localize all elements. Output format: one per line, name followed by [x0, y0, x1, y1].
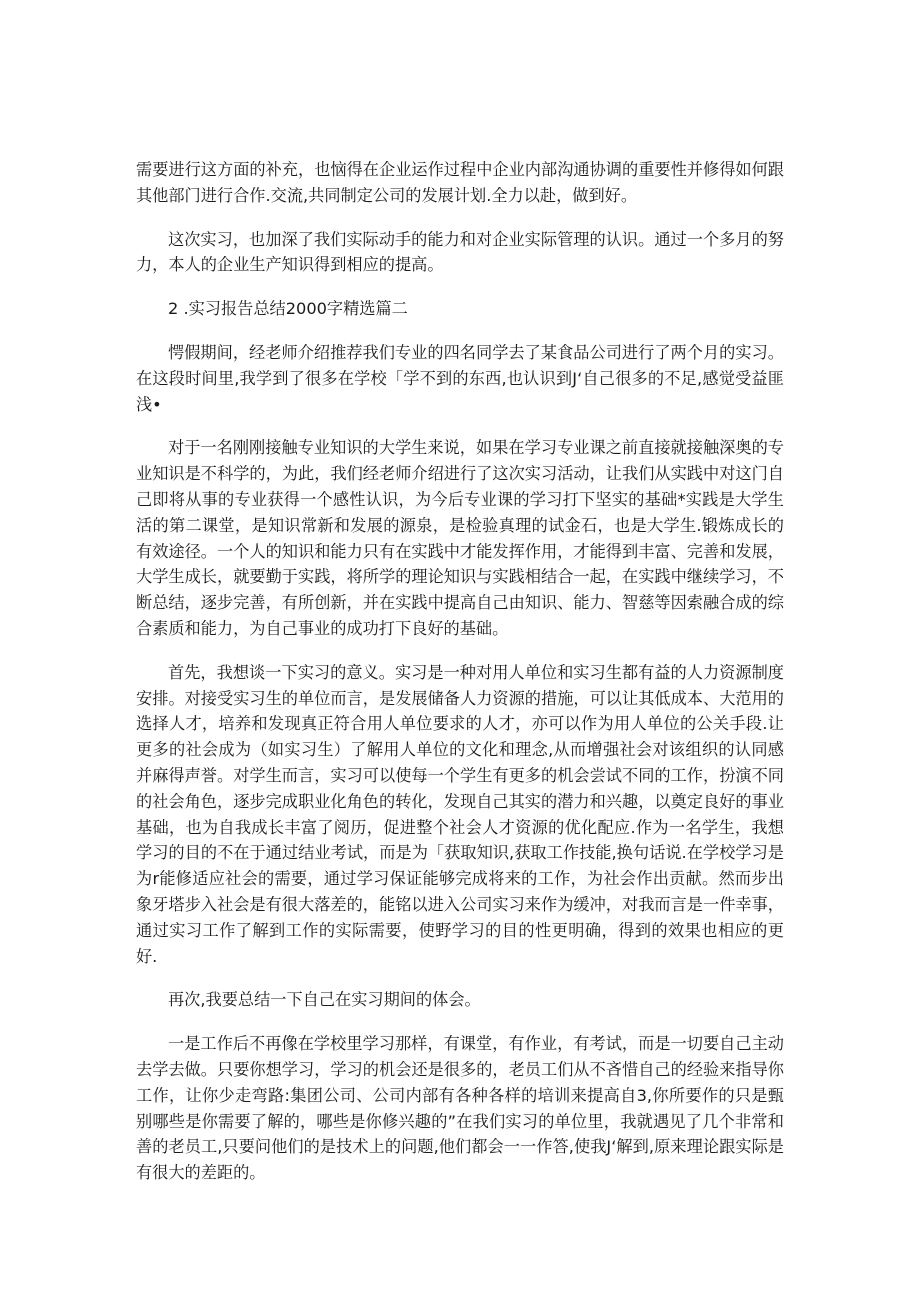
paragraph-internship-summary: 这次实习，也加深了我们实际动手的能力和对企业实际管理的认识。通过一个多月的努力，本人的企业生产知识得到相应的提高。 [136, 229, 784, 275]
paragraph-internship-meaning: 首先，我想谈一下实习的意义。实习是一种对用人单位和实习生都有益的人力资源制度安排。对接受实习生的单位而言，是发展储备人力资源的措施，可以让其低成本、大范用的选择人才，培养和发现真正符合用人单位要求的人才，亦可以作为用人单位的公关手段.让更多的社会成为（如实习生）了解用人单位的文化和理念,从而增强社会对该组织的认同感并麻得声誉。对学生而言，实习可以使每一个学生有更多的机会尝试不同的工作，扮演不同的社会角色，逐步完成职业化角色的转化，发现自己其实的潜力和兴趣，以奠定良好的事业基础，也为自我成长丰富了阅历，促进整个社会人才资源的优化配应.作为一名学生，我想学习的目的不在于通过结业考试，而是为「获取知识,获取工作技能,换句话说.在学校学习是为r能修适应社会的需要，通过学习保证能够完成将来的工作，为社会作出贡献。然而步出象牙塔步入社会是有很大落差的，能铭以进入公司实习来作为缓冲，对我而言是一件幸事，通过实习工作了解到工作的实际需要，使野学习的目的性更明确，得到的效果也相应的更好. [136, 662, 784, 966]
paragraph-continuation: 需要进行这方面的补充，也恼得在企业运作过程中企业内部沟通协调的重要性并修得如何跟其他部门进行合作.交流,共同制定公司的发展计划.全力以赴，做到好。 [136, 160, 784, 205]
paragraph-reflection-one: 一是工作后不再像在学校里学习那样，有课堂，有作业，有考试，而是一切要自己主动去学去做。只要你想学习，学习的机会还是很多的，老员工们从不吝惜自己的经验来指导你工作，让你少走弯路:集团公司、公司内部有各种各样的培训来提高自3,你所要作的只是甄别哪些是你需要了解的，哪些是你修兴趣的”在我们实习的单位里，我就遇见了几个非常和善的老员工,只要问他们的是技术上的问题,他们都会一一作答,使我J‘解到,原来理论跟实际是有很大的差距的。 [136, 1034, 784, 1183]
section-heading: 2 .实习报告总结2000字精选篇二 [168, 299, 408, 319]
paragraph-reflection-heading: 再次,我要总结一下自己在实习期间的体会。 [168, 990, 481, 1010]
document-body [136, 157, 784, 1204]
paragraph-practice-importance: 对于一名刚刚接触专业知识的大学生来说，如果在学习专业课之前直接就接触深奥的专业知识是不科学的，为此，我们经老师介绍进行了这次实习活动，让我们从实践中对这门自己即将从事的专业获得一个感性认识，为今后专业课的学习打下坚实的基础*实践是大学生活的第二课堂，是知识常新和发展的源泉，是检验真理的试金石，也是大学生.锻炼成长的有效途径。一个人的知识和能力只有在实践中才能发挥作用，才能得到丰富、完善和发展，大学生成长，就要勤于实践，将所学的理论知识与实践相结合一起，在实践中继续学习，不断总结，逐步完善，有所创新，并在实践中提高自己由知识、能力、智慈等因索融合成的综合素质和能力，为自己事业的成功打下良好的基础。 [136, 438, 784, 638]
paragraph-intro: 愕假期间，经老师介绍推荐我们专业的四名同学去了某食品公司进行了两个月的实习。在这段时间里,我学到了很多在学校「学不到的东西,也认识到J‘自己很多的不足,感觉受益匪浅• [136, 342, 784, 414]
